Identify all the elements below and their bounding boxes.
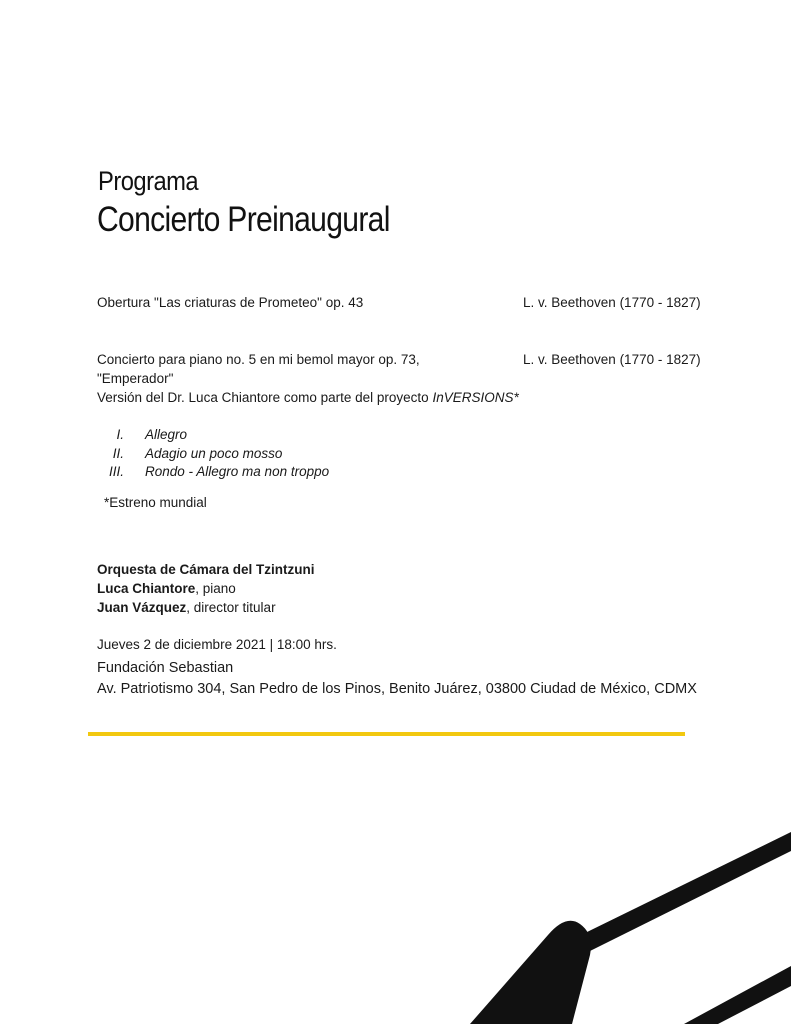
program-heading: Programa — [98, 166, 199, 196]
soloist-name: Luca Chiantore — [97, 581, 196, 596]
movement-name: Adagio un poco mosso — [145, 445, 283, 461]
movement-number: II. — [112, 445, 124, 461]
soloist-role: , piano — [195, 581, 236, 596]
movement-name: Allegro — [145, 427, 188, 442]
conductor-role: , director titular — [186, 600, 276, 615]
work-2-title-line-2: "Emperador" — [97, 371, 174, 386]
venue-name: Fundación Sebastian — [97, 660, 234, 676]
work-1-composer: L. v. Beethoven (1770 - 1827) — [523, 295, 701, 310]
graphic-line-lower — [684, 966, 791, 1024]
concert-title: Concierto Preinaugural — [97, 200, 390, 239]
movement-name: Rondo - Allegro ma non troppo — [145, 464, 330, 479]
movement-number: I. — [116, 427, 124, 442]
work-2-title-line-1: Concierto para piano no. 5 en mi bemol mayor op. 73, — [97, 352, 420, 367]
movement-number: III. — [108, 464, 124, 479]
graphic-shapes — [470, 832, 791, 1024]
conductor-name: Juan Vázquez — [97, 600, 187, 615]
work-2-composer: L. v. Beethoven (1770 - 1827) — [523, 352, 701, 367]
orchestra-label: Orquesta de Cámara del Tzintzuni — [97, 562, 315, 577]
graphic-blade — [470, 921, 591, 1024]
premiere-footnote: *Estreno mundial — [104, 495, 207, 510]
event-date: Jueves 2 de diciembre 2021 | 18:00 hrs. — [97, 637, 337, 652]
work-1-title: Obertura "Las criaturas de Prometeo" op. 43 — [97, 295, 364, 310]
work-2-version-prefix: Versión del Dr. Luca Chiantore como parte del proyecto — [97, 390, 433, 405]
graphic-line-upper — [585, 832, 791, 951]
venue-address: Av. Patriotismo 304, San Pedro de los Pinos, Benito Juárez, 03800 Ciudad de México, CDMX — [97, 681, 697, 697]
work-2-version-project: InVERSIONS* — [432, 390, 519, 405]
